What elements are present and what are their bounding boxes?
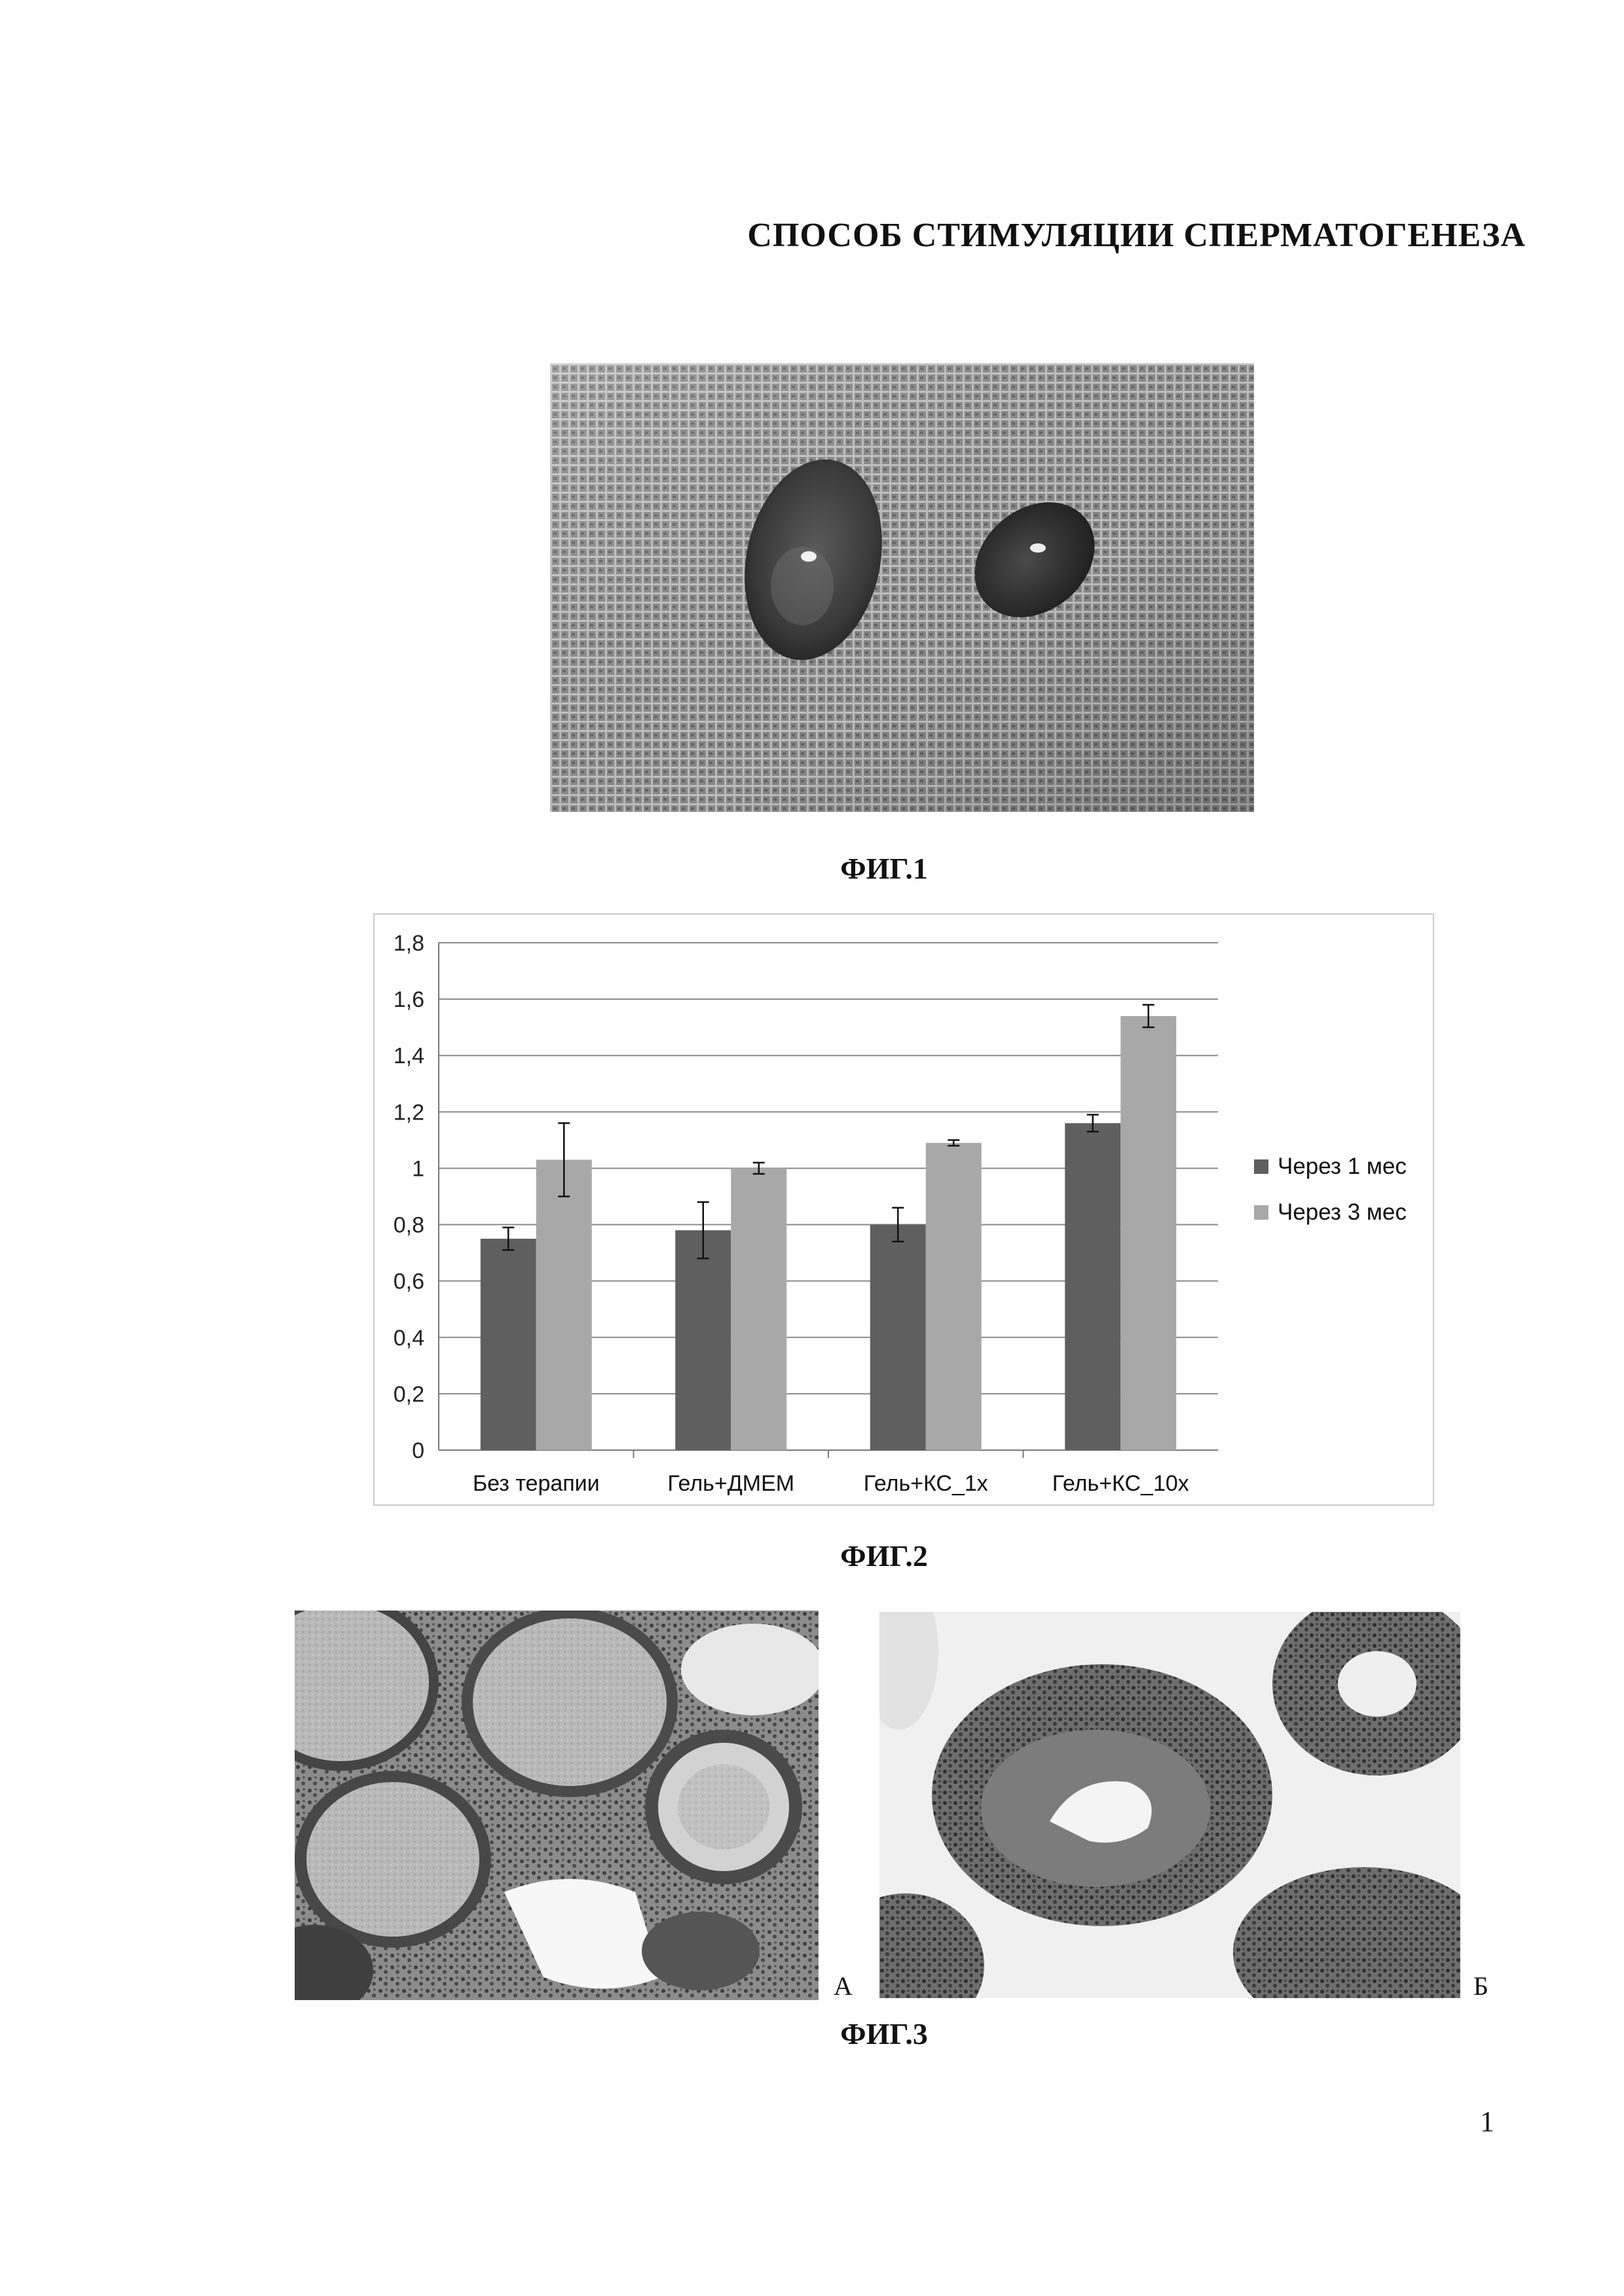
y-tick-label: 1,2 [393,1100,424,1125]
bar-2-1 [536,1160,592,1450]
figure-1-caption: ФИГ.1 [840,852,928,885]
bar-2-2 [731,1168,786,1450]
legend-label-1: Через 1 мес [1278,1154,1407,1179]
x-tick-label: Гель+ДМЕМ [667,1471,795,1496]
x-tick-label: Гель+КС_1х [863,1471,988,1496]
bar-2-3 [926,1143,982,1450]
y-tick-label: 1,8 [393,931,424,956]
y-tick-label: 1,6 [393,987,424,1013]
y-tick-label: 0,4 [393,1325,424,1351]
page-number: 1 [1480,2105,1494,2138]
legend-swatch-2 [1254,1205,1268,1220]
document-title: СПОСОБ СТИМУЛЯЦИИ СПЕРМАТОГЕНЕЗА [747,217,1526,254]
y-tick-label: 0,6 [393,1269,424,1294]
figure-2-chart [373,913,1434,1506]
figure-3a-micrograph [295,1611,819,2000]
figure-3-caption: ФИГ.3 [840,2017,928,2050]
y-tick-label: 0,8 [393,1212,424,1238]
y-tick-label: 0 [412,1438,424,1463]
legend-swatch-1 [1254,1159,1268,1174]
x-tick-label: Гель+КС_10х [1052,1471,1189,1496]
y-tick-label: 1,4 [393,1044,424,1069]
y-tick-label: 1 [412,1156,424,1182]
figure-3b-micrograph [879,1612,1460,1998]
bar-1-2 [675,1230,731,1450]
figure-3-panel-a-label: А [834,1971,853,2001]
figure-1-photo [550,363,1254,812]
x-tick-label: Без терапии [472,1471,600,1496]
bar-2-4 [1120,1016,1176,1450]
y-tick-label: 0,2 [393,1381,424,1407]
figure-3-panel-b-label: Б [1473,1971,1488,2001]
bar-1-1 [481,1239,536,1450]
legend-label-2: Через 3 мес [1278,1199,1407,1225]
bar-1-3 [870,1225,926,1450]
bar-1-4 [1065,1123,1120,1450]
figure-2-caption: ФИГ.2 [840,1539,928,1573]
